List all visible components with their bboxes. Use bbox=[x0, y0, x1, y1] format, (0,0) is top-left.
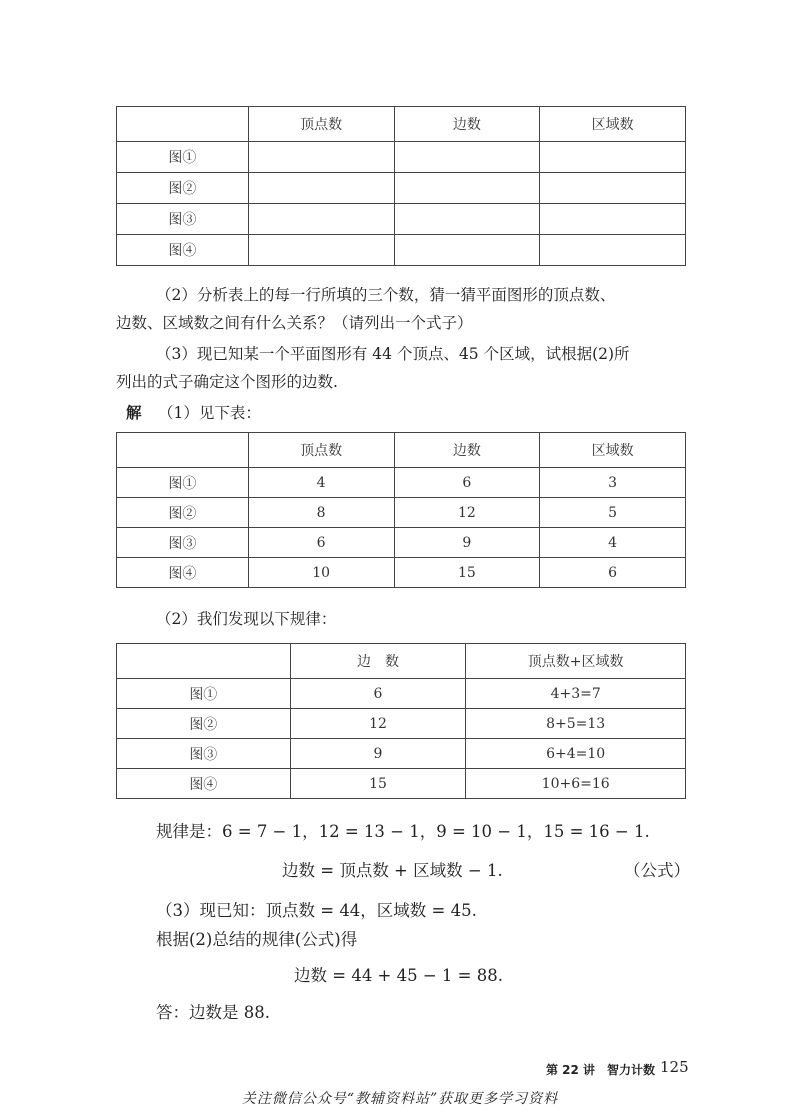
table-cell: 9 bbox=[290, 739, 466, 769]
table-cell bbox=[248, 235, 394, 266]
table-cell: 6 bbox=[540, 558, 686, 588]
rule-text: 规律是：6 = 7 − 1，12 = 13 − 1，9 = 10 − 1，15 = 16 − 1. bbox=[156, 822, 650, 841]
solution-part-3: （3）现已知：顶点数 = 44，区域数 = 45. bbox=[156, 901, 477, 920]
table-cell bbox=[248, 173, 394, 204]
table-row bbox=[117, 204, 686, 235]
table-row bbox=[117, 235, 686, 266]
table-cell bbox=[394, 142, 540, 173]
header-cell bbox=[117, 644, 291, 679]
table-cell: 3 bbox=[540, 468, 686, 498]
table-row bbox=[117, 528, 686, 558]
formula-tag: （公式） bbox=[624, 861, 690, 880]
header-cell: 顶点数+区域数 bbox=[466, 644, 686, 679]
table-cell: 10+6=16 bbox=[466, 769, 686, 799]
formula: 边数 = 顶点数 + 区域数 − 1. bbox=[282, 861, 503, 880]
table-cell: 15 bbox=[290, 769, 466, 799]
table-cell bbox=[394, 235, 540, 266]
row-label: 图④ bbox=[117, 235, 249, 266]
table-header-row bbox=[117, 107, 686, 142]
answer-table bbox=[116, 432, 686, 588]
table-row bbox=[117, 679, 686, 709]
row-label: 图① bbox=[117, 679, 291, 709]
table-cell bbox=[394, 173, 540, 204]
row-label: 图④ bbox=[117, 558, 249, 588]
row-label: 图④ bbox=[117, 769, 291, 799]
header-cell: 边数 bbox=[394, 107, 540, 142]
table-cell bbox=[248, 142, 394, 173]
header-cell: 顶点数 bbox=[248, 107, 394, 142]
table-row bbox=[117, 769, 686, 799]
question-3-line-2: 列出的式子确定这个图形的边数. bbox=[116, 373, 338, 391]
header-cell bbox=[117, 107, 249, 142]
row-label: 图③ bbox=[117, 739, 291, 769]
table-cell: 15 bbox=[394, 558, 540, 588]
table-row bbox=[117, 173, 686, 204]
row-label: 图③ bbox=[117, 204, 249, 235]
table-cell bbox=[394, 204, 540, 235]
table-cell: 10 bbox=[248, 558, 394, 588]
row-label: 图② bbox=[117, 173, 249, 204]
promo-banner: 关注微信公众号“教辅资料站”获取更多学习资料 bbox=[241, 1091, 559, 1107]
row-label: 图② bbox=[117, 498, 249, 528]
table-header-row bbox=[117, 644, 686, 679]
calculation: 边数 = 44 + 45 − 1 = 88. bbox=[294, 966, 503, 985]
solution-part-3-line-2: 根据(2)总结的规律(公式)得 bbox=[156, 930, 358, 949]
table-cell: 4 bbox=[248, 468, 394, 498]
header-cell: 边数 bbox=[394, 433, 540, 468]
answer: 答：边数是 88. bbox=[156, 1003, 270, 1022]
table-cell: 12 bbox=[394, 498, 540, 528]
table-cell: 6 bbox=[290, 679, 466, 709]
table-header-row bbox=[117, 433, 686, 468]
table-row bbox=[117, 468, 686, 498]
row-label: 图③ bbox=[117, 528, 249, 558]
table-cell bbox=[540, 204, 686, 235]
row-label: 图① bbox=[117, 468, 249, 498]
question-3-line-1: （3）现已知某一个平面图形有 44 个顶点、45 个区域，试根据(2)所 bbox=[156, 345, 630, 363]
table-cell bbox=[540, 173, 686, 204]
page-number: 125 bbox=[660, 1058, 689, 1076]
table-cell bbox=[540, 142, 686, 173]
chapter-label: 第 22 讲 智力计数 bbox=[546, 1063, 656, 1077]
table-row bbox=[117, 142, 686, 173]
table-cell bbox=[540, 235, 686, 266]
header-cell: 区域数 bbox=[540, 433, 686, 468]
table-cell: 12 bbox=[290, 709, 466, 739]
table-cell: 4 bbox=[540, 528, 686, 558]
rule-table bbox=[116, 643, 686, 799]
table-cell: 6 bbox=[394, 468, 540, 498]
question-2-line-1: （2）分析表上的每一行所填的三个数，猜一猜平面图形的顶点数、 bbox=[156, 286, 616, 304]
table-cell: 9 bbox=[394, 528, 540, 558]
solution-part-2: （2）我们发现以下规律： bbox=[156, 610, 337, 628]
table-cell: 4+3=7 bbox=[466, 679, 686, 709]
blank-table bbox=[116, 106, 686, 266]
table-cell: 8 bbox=[248, 498, 394, 528]
table-cell: 6+4=10 bbox=[466, 739, 686, 769]
table-cell: 5 bbox=[540, 498, 686, 528]
solution-label: 解 bbox=[126, 403, 142, 422]
header-cell: 区域数 bbox=[540, 107, 686, 142]
table-cell: 8+5=13 bbox=[466, 709, 686, 739]
question-2-line-2: 边数、区域数之间有什么关系？（请列出一个式子） bbox=[116, 314, 473, 332]
row-label: 图② bbox=[117, 709, 291, 739]
table-row bbox=[117, 498, 686, 528]
row-label: 图① bbox=[117, 142, 249, 173]
table-row bbox=[117, 558, 686, 588]
table-row bbox=[117, 739, 686, 769]
header-cell: 顶点数 bbox=[248, 433, 394, 468]
solution-part-1: （1）见下表： bbox=[158, 404, 261, 422]
header-cell: 边 数 bbox=[290, 644, 466, 679]
table-row bbox=[117, 709, 686, 739]
table-cell bbox=[248, 204, 394, 235]
header-cell bbox=[117, 433, 249, 468]
table-cell: 6 bbox=[248, 528, 394, 558]
